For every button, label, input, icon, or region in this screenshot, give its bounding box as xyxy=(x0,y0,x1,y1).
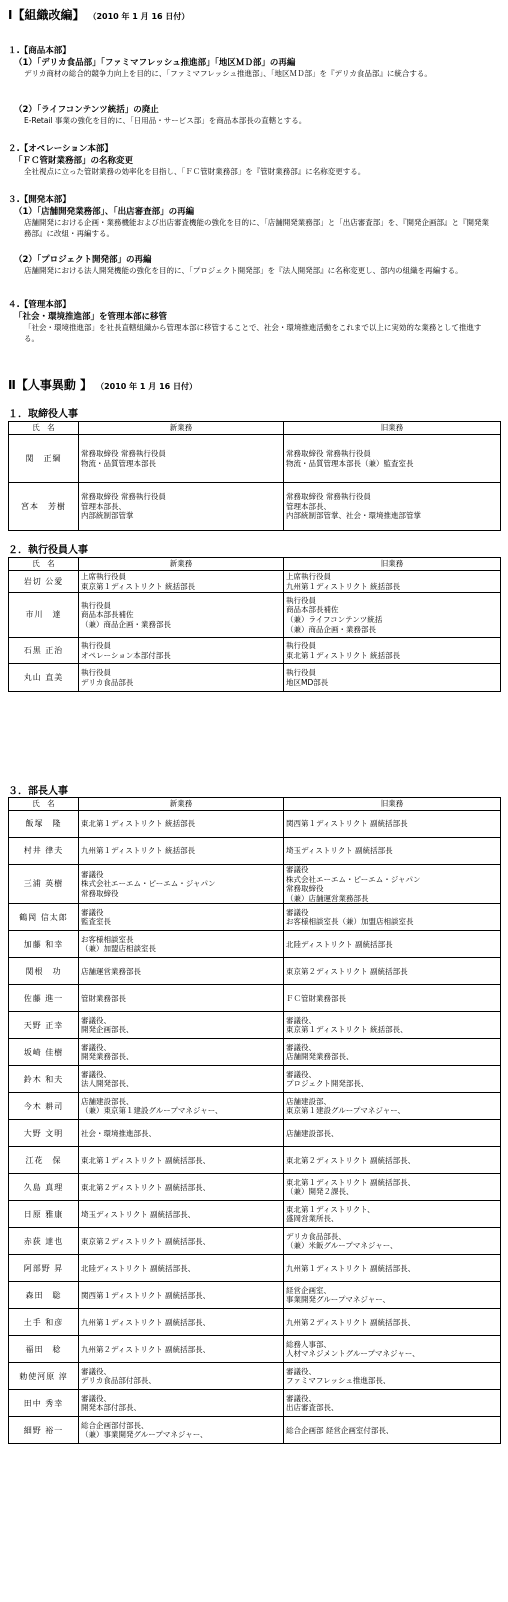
column-header-new: 新業務 xyxy=(79,422,284,435)
new-role: お客様相談室長 （兼）加盟店相談室長 xyxy=(79,931,284,958)
new-role: 管財業務部長 xyxy=(79,985,284,1012)
previous-role: 執行役員 東北第１ディストリクト 統括部長 xyxy=(284,638,501,664)
previous-role: 東北第１ディストリクト、 盛岡営業所長、 xyxy=(284,1201,501,1228)
new-role: 常務取締役 常務執行役員 管理本部長、 内部統制部管掌 xyxy=(79,483,284,531)
person-name: 宮本 芳樹 xyxy=(9,483,79,531)
table-header-row xyxy=(9,558,501,571)
new-role: 執行役員 商品本部長補佐 （兼）商品企画・業務部長 xyxy=(79,593,284,638)
previous-role: 店舗建設部、 東京第１建設グループマネジャー、 xyxy=(284,1093,501,1120)
column-header-new: 新業務 xyxy=(79,558,284,571)
table-row xyxy=(9,1255,501,1282)
group3-heading: ３.【開発本部】 xyxy=(8,195,71,205)
executive-officers-table xyxy=(8,557,501,692)
previous-role: 店舗建設部長、 xyxy=(284,1120,501,1147)
previous-role: ＦＣ管財業務部長 xyxy=(284,985,501,1012)
new-role: 東北第１ディストリクト 副統括部長、 xyxy=(79,1147,284,1174)
person-name: 関根 功 xyxy=(9,958,79,985)
new-role: 東北第２ディストリクト 副統括部長、 xyxy=(79,1174,284,1201)
table-row xyxy=(9,1174,501,1201)
table-row xyxy=(9,1417,501,1444)
person-name: 関 正綱 xyxy=(9,435,79,483)
person-name: 石黒 正治 xyxy=(9,638,79,664)
table-header-row xyxy=(9,422,501,435)
previous-role: 東北第１ディストリクト 副統括部長、 （兼）開発２課長、 xyxy=(284,1174,501,1201)
person-name: 日原 雅康 xyxy=(9,1201,79,1228)
person-name: 細野 裕一 xyxy=(9,1417,79,1444)
column-header-name: 氏 名 xyxy=(9,422,79,435)
person-name: 田中 秀幸 xyxy=(9,1390,79,1417)
table-row xyxy=(9,1390,501,1417)
person-name: 福田 稔 xyxy=(9,1336,79,1363)
new-role: 審議役 監査室長 xyxy=(79,904,284,931)
person-name: 赤荻 達也 xyxy=(9,1228,79,1255)
group2-heading: ２.【オペレーション本部】 xyxy=(8,144,113,154)
table-row xyxy=(9,1147,501,1174)
section2-title xyxy=(8,376,197,393)
table-row xyxy=(9,664,501,692)
new-role: 審議役、 開発本部付部長、 xyxy=(79,1390,284,1417)
table-row xyxy=(9,1309,501,1336)
new-role: 店舗運営業務部長 xyxy=(79,958,284,985)
table-header-row xyxy=(9,798,501,811)
table-row xyxy=(9,1093,501,1120)
previous-role: 九州第１ディストリクト 副統括部長、 xyxy=(284,1255,501,1282)
previous-role: 北陸ディストリクト 副統括部長 xyxy=(284,931,501,958)
person-name: 森田 聡 xyxy=(9,1282,79,1309)
table-row xyxy=(9,1039,501,1066)
table-row xyxy=(9,593,501,638)
column-header-old: 旧業務 xyxy=(284,422,501,435)
group1-item2-heading: （2）「ライフコンテンツ統括」の廃止 xyxy=(14,105,159,115)
group4-item1-body: 「社会・環境推進部」を社長直轄組織から管理本部に移管することで、社会・環境推進活動をこれまで以上に実効的な業務として推進する。 xyxy=(24,323,482,343)
table-row xyxy=(9,931,501,958)
new-role: 総合企画部付部長、 （兼）事業開発グループマネジャー、 xyxy=(79,1417,284,1444)
previous-role: 審議役、 プロジェクト開発部長、 xyxy=(284,1066,501,1093)
person-name: 久島 真理 xyxy=(9,1174,79,1201)
group3-item1-heading: （1）「店舗開発業務部」、「出店審査部」の再編 xyxy=(14,207,195,217)
new-role: 社会・環境推進部長、 xyxy=(79,1120,284,1147)
previous-role: 審議役 お客様相談室長（兼）加盟店相談室長 xyxy=(284,904,501,931)
new-role: 埼玉ディストリクト 副統括部長、 xyxy=(79,1201,284,1228)
table3-title: ３．部長人事 xyxy=(8,786,68,797)
new-role: 執行役員 デリカ食品部長 xyxy=(79,664,284,692)
previous-role: 審議役、 店舗開発業務部長、 xyxy=(284,1039,501,1066)
table1-title: １．取締役人事 xyxy=(8,409,78,420)
table-row xyxy=(9,1363,501,1390)
new-role: 九州第１ディストリクト 統括部長 xyxy=(79,838,284,865)
new-role: 常務取締役 常務執行役員 物流・品質管理本部長 xyxy=(79,435,284,483)
group2-item1-heading: 「ＦＣ管財業務部」の名称変更 xyxy=(14,156,134,166)
group2-item1-body: 全社視点に立った管財業務の効率化を目指し、「ＦＣ管財業務部」を『管財業務部』に名称変更する。 xyxy=(24,167,366,176)
column-header-name: 氏 名 xyxy=(9,558,79,571)
table-row xyxy=(9,811,501,838)
new-role: 九州第２ディストリクト 副統括部長、 xyxy=(79,1336,284,1363)
table-row xyxy=(9,865,501,904)
column-header-old: 旧業務 xyxy=(284,558,501,571)
table-row xyxy=(9,904,501,931)
column-header-old: 旧業務 xyxy=(284,798,501,811)
table-row xyxy=(9,958,501,985)
group3-item2-body: 店舗開発における法人開発機能の強化を目的に、「プロジェクト開発部」を『法人開発部』に名称変更し、部内の組織を再編する。 xyxy=(24,266,463,275)
new-role: 審議役、 開発業務部長、 xyxy=(79,1039,284,1066)
previous-role: 常務取締役 常務執行役員 管理本部長、 内部統制部管掌、社会・環境推進部管掌 xyxy=(284,483,501,531)
group4-heading: ４.【管理本部】 xyxy=(8,300,71,310)
previous-role: 埼玉ディストリクト 副統括部長 xyxy=(284,838,501,865)
table-row xyxy=(9,571,501,593)
new-role: 関西第１ディストリクト 副統括部長、 xyxy=(79,1282,284,1309)
new-role: 審議役、 開発企画部長、 xyxy=(79,1012,284,1039)
previous-role: 総務人事部、 人材マネジメントグループマネジャー、 xyxy=(284,1336,501,1363)
table-row xyxy=(9,1066,501,1093)
previous-role: 審議役、 東京第１ディストリクト 統括部長、 xyxy=(284,1012,501,1039)
table-row xyxy=(9,1201,501,1228)
previous-role: 執行役員 地区MD部長 xyxy=(284,664,501,692)
new-role: 北陸ディストリクト 副統括部長、 xyxy=(79,1255,284,1282)
table-row xyxy=(9,638,501,664)
new-role: 九州第１ディストリクト 副統括部長、 xyxy=(79,1309,284,1336)
section1-title-text: Ⅰ【組織改編】 xyxy=(8,8,85,22)
person-name: 三浦 英樹 xyxy=(9,865,79,904)
column-header-new: 新業務 xyxy=(79,798,284,811)
new-role: 審議役、 法人開発部長、 xyxy=(79,1066,284,1093)
column-header-name: 氏 名 xyxy=(9,798,79,811)
person-name: 加藤 和幸 xyxy=(9,931,79,958)
group1-heading: １.【商品本部】 xyxy=(8,46,71,56)
person-name: 鈴木 和夫 xyxy=(9,1066,79,1093)
new-role: 東京第２ディストリクト 副統括部長、 xyxy=(79,1228,284,1255)
person-name: 坂崎 佳樹 xyxy=(9,1039,79,1066)
person-name: 阿部野 昇 xyxy=(9,1255,79,1282)
group4-item1-heading: 「社会・環境推進部」を管理本部に移管 xyxy=(14,312,168,322)
previous-role: 審議役 株式会社エーエム・ピーエム・ジャパン 常務取締役 （兼）店舗運営業務部長 xyxy=(284,865,501,904)
previous-role: 総合企画部 経営企画室付部長、 xyxy=(284,1417,501,1444)
new-role: 審議役、 デリカ食品部付部長、 xyxy=(79,1363,284,1390)
previous-role: 東京第２ディストリクト 副統括部長 xyxy=(284,958,501,985)
previous-role: 関西第１ディストリクト 副統括部長 xyxy=(284,811,501,838)
previous-role: 上席執行役員 九州第１ディストリクト 統括部長 xyxy=(284,571,501,593)
section1-title xyxy=(8,6,189,23)
table-row xyxy=(9,1120,501,1147)
group3-item1-body: 店舗開発における企画・業務機能および出店審査機能の強化を目的に、「店舗開発業務部」と「出店審査部」を、『開発企画部』と『開発業務部』に改組・再編する。 xyxy=(24,218,489,238)
person-name: 土手 和彦 xyxy=(9,1309,79,1336)
previous-role: 執行役員 商品本部長補佐 （兼）ライフコンテンツ統括 （兼）商品企画・業務部長 xyxy=(284,593,501,638)
previous-role: 常務取締役 常務執行役員 物流・品質管理本部長（兼）監査室長 xyxy=(284,435,501,483)
group1-item2-body: E-Retail 事業の強化を目的に、「日用品・サービス部」を商品本部長の直轄とする。 xyxy=(24,116,307,125)
person-name: 村井 律夫 xyxy=(9,838,79,865)
person-name: 丸山 直美 xyxy=(9,664,79,692)
table-row xyxy=(9,1336,501,1363)
previous-role: 九州第２ディストリクト 副統括部長、 xyxy=(284,1309,501,1336)
person-name: 今木 耕司 xyxy=(9,1093,79,1120)
table-row xyxy=(9,1228,501,1255)
person-name: 市川 達 xyxy=(9,593,79,638)
new-role: 店舗建設部長、 （兼）東京第１建設グループマネジャー、 xyxy=(79,1093,284,1120)
table-row xyxy=(9,1012,501,1039)
new-role: 執行役員 オペレーション本部付部長 xyxy=(79,638,284,664)
group1-item1-heading: （1）「デリカ食品部」「ファミマフレッシュ推進部」「地区ＭＤ部」の再編 xyxy=(14,58,296,68)
previous-role: 東北第２ディストリクト 副統括部長、 xyxy=(284,1147,501,1174)
new-role: 上席執行役員 東京第１ディストリクト 統括部長 xyxy=(79,571,284,593)
section1-date: （2010 年 1 月 16 日付） xyxy=(92,12,190,21)
previous-role: 経営企画室、 事業開発グループマネジャー、 xyxy=(284,1282,501,1309)
directors-table xyxy=(8,421,501,531)
person-name: 飯塚 隆 xyxy=(9,811,79,838)
general-managers-table xyxy=(8,797,501,1444)
group1-item1-body: デリカ商材の総合的競争力向上を目的に、「ファミマフレッシュ推進部」、「地区ＭＤ部」を『デリカ食品部』に統合する。 xyxy=(24,69,432,78)
table-row xyxy=(9,483,501,531)
table2-title: ２．執行役員人事 xyxy=(8,545,88,556)
group3-item2-heading: （2）「プロジェクト開発部」の再編 xyxy=(14,255,152,265)
person-name: 岩切 公愛 xyxy=(9,571,79,593)
new-role: 審議役 株式会社エーエム・ピーエム・ジャパン 常務取締役 xyxy=(79,865,284,904)
table-row xyxy=(9,838,501,865)
table-row xyxy=(9,985,501,1012)
person-name: 鶴岡 信太郎 xyxy=(9,904,79,931)
person-name: 大野 文明 xyxy=(9,1120,79,1147)
previous-role: 審議役、 出店審査部長、 xyxy=(284,1390,501,1417)
person-name: 勅使河原 淳 xyxy=(9,1363,79,1390)
new-role: 東北第１ディストリクト 統括部長 xyxy=(79,811,284,838)
person-name: 江花 保 xyxy=(9,1147,79,1174)
section2-date: （2010 年 1 月 16 日付） xyxy=(100,382,197,391)
table-row xyxy=(9,1282,501,1309)
table-row xyxy=(9,435,501,483)
previous-role: デリカ食品部長、 （兼）米飯グループマネジャー、 xyxy=(284,1228,501,1255)
previous-role: 審議役、 ファミマフレッシュ推進部長、 xyxy=(284,1363,501,1390)
person-name: 佐藤 進一 xyxy=(9,985,79,1012)
section2-title-text: Ⅱ【人事異動 】 xyxy=(8,378,93,392)
person-name: 天野 正幸 xyxy=(9,1012,79,1039)
